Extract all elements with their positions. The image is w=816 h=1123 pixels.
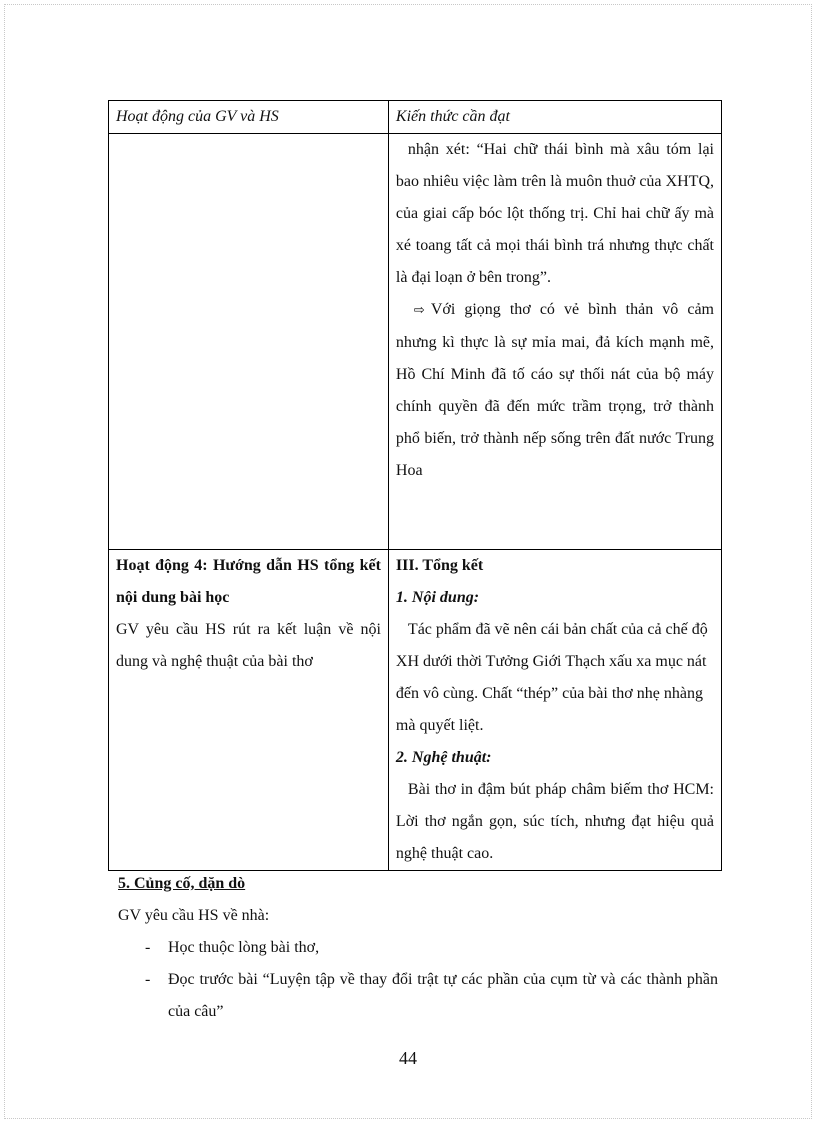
- list-dash: -: [145, 971, 151, 988]
- homework-list: [118, 932, 718, 1028]
- knowledge-cell: [388, 134, 721, 550]
- summary-cell: [388, 550, 721, 871]
- activity-title: Hoạt động 4: Hướng dẫn HS tổng kết nội dung bài học: [116, 557, 381, 606]
- section-intro: GV yêu cầu HS về nhà:: [118, 907, 270, 924]
- content-heading: 1. Nội dung:: [395, 589, 480, 606]
- activity-text: GV yêu cầu HS rút ra kết luận về nội dung và nghệ thuật của bài thơ: [116, 621, 381, 670]
- table-header-row: [109, 101, 722, 134]
- summary-title: III. Tổng kết: [395, 557, 484, 574]
- page-number: 44: [399, 1048, 417, 1068]
- header-knowledge: Kiến thức cần đạt: [388, 101, 721, 134]
- art-heading: 2. Nghệ thuật:: [395, 749, 492, 766]
- table-row: [109, 550, 722, 871]
- list-item-text: Đọc trước bài “Luyện tập về thay đổi trật tự các phần của cụm từ và các thành phần của câu”: [168, 971, 718, 1020]
- empty-activity-cell: [109, 134, 389, 550]
- conclusion-text: Với giọng thơ có vẻ bình thản vô cảm nhưng kì thực là sự mỉa mai, đả kích mạnh mẽ, Hồ Chí Minh đã tố cáo sự thối nát của bộ máy chính quyền đã đến mức trầm trọng, trở thành phổ biến, trở thành nếp sống trên đất nước Trung Hoa: [395, 301, 714, 479]
- section-consolidation: [118, 868, 718, 1028]
- list-dash: -: [145, 939, 151, 956]
- content-text: Tác phẩm đã vẽ nên cái bản chất của cả chế độ XH dưới thời Tưởng Giới Thạch xấu xa mục nát đến vô cùng. Chất “thép” của bài thơ nhẹ nhàng mà quyết liệt.: [395, 621, 708, 734]
- table-row: [109, 134, 722, 550]
- arrow-right-icon: ⇨: [413, 303, 425, 318]
- activity-cell: [109, 550, 389, 871]
- list-item-text: Học thuộc lòng bài thơ,: [168, 939, 320, 956]
- list-item: [118, 932, 718, 964]
- list-item: [118, 964, 718, 1028]
- section-title: 5. Củng cố, dặn dò: [118, 875, 246, 892]
- lesson-table: [108, 100, 722, 871]
- analysis-paragraph: nhận xét: “Hai chữ thái bình mà xâu tóm lại bao nhiêu việc làm trên là muôn thuở của XHTQ, của giai cấp bóc lột thống trị. Chỉ hai chữ ấy mà xé toang tất cả mọi thái bình trá nhưng thực chất là đại loạn ở bên trong”.: [395, 141, 714, 286]
- header-teacher-student: Hoạt động của GV và HS: [109, 101, 389, 134]
- conclusion-paragraph: [396, 294, 714, 487]
- art-text: Bài thơ in đậm bút pháp châm biếm thơ HCM: Lời thơ ngắn gọn, súc tích, nhưng đạt hiệu quả nghệ thuật cao.: [395, 781, 714, 862]
